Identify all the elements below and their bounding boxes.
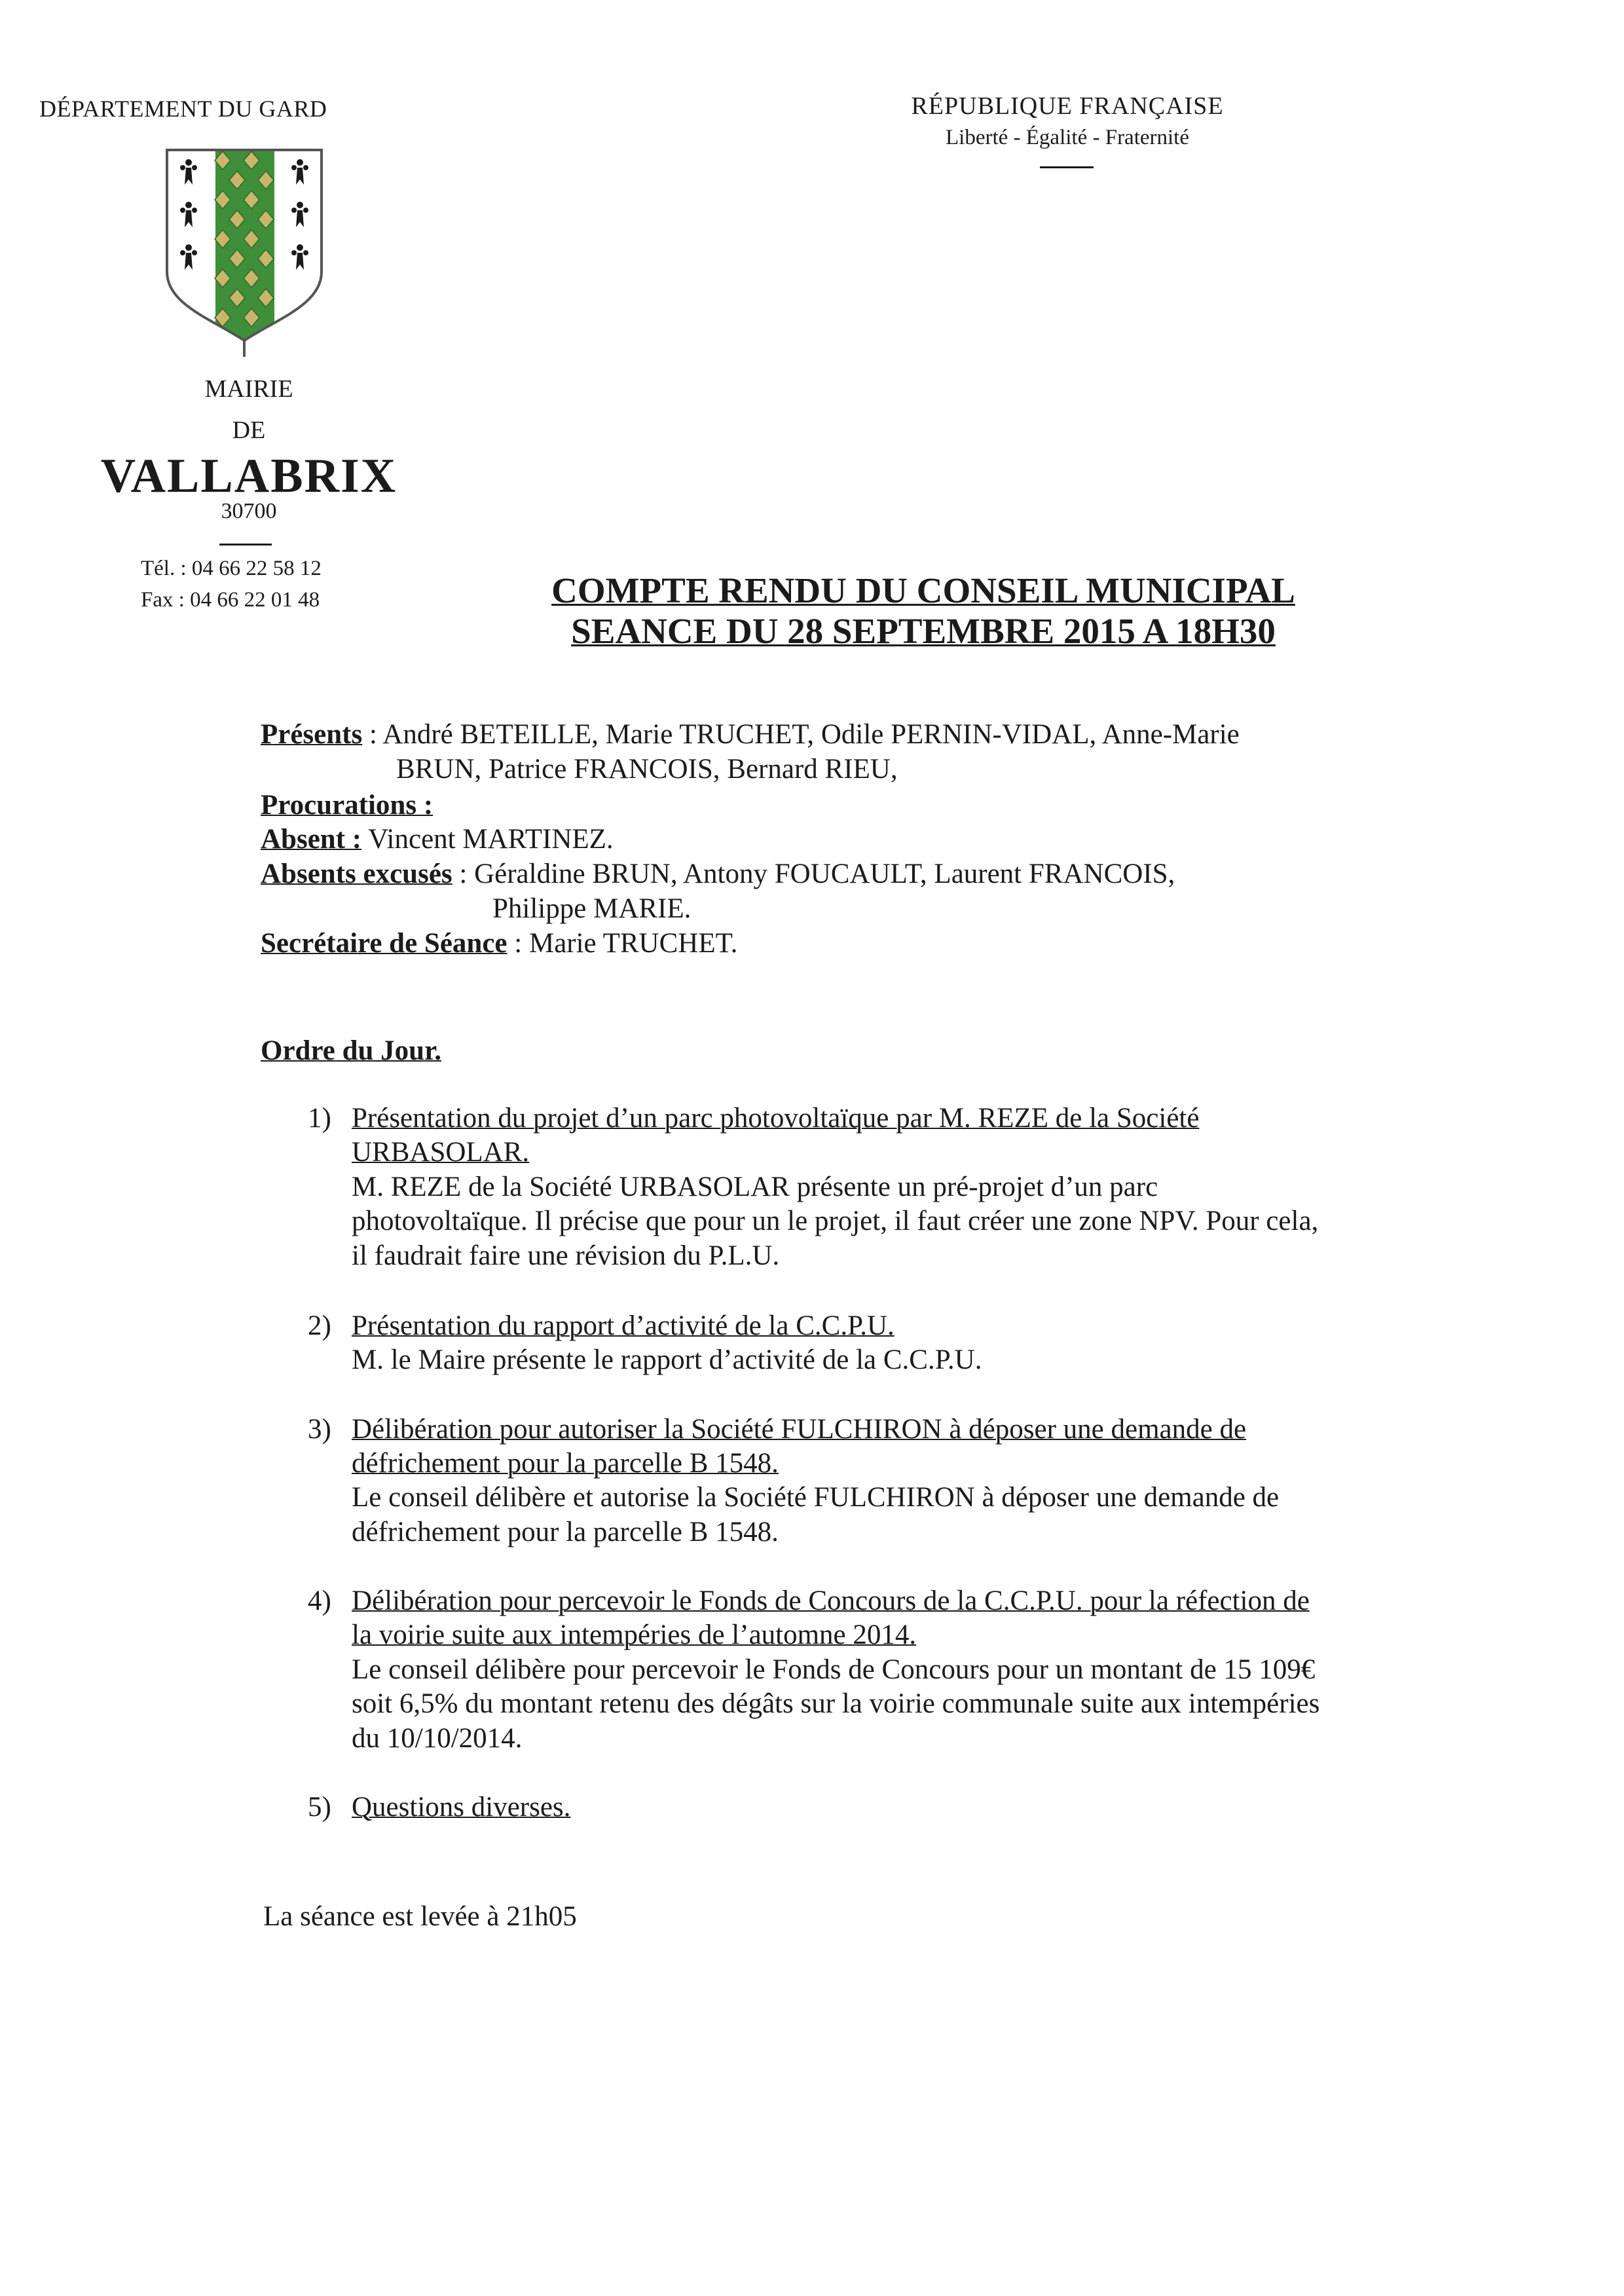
agenda-item-title: Délibération pour autoriser la Société FULCHIRON à déposer une demande de bbox=[352, 1414, 1247, 1445]
mairie-label: MAIRIE bbox=[204, 375, 293, 403]
motto-divider bbox=[1040, 166, 1094, 168]
secretary-text: : Marie TRUCHET. bbox=[507, 928, 738, 959]
presents-line bbox=[261, 718, 1240, 750]
agenda-item-number: 4) bbox=[308, 1585, 331, 1616]
presents-text: : André BETEILLE, Marie TRUCHET, Odile PERNIN-VIDAL, Anne-Marie bbox=[362, 719, 1240, 750]
agenda-item-title: Présentation du projet d’un parc photovoltaïque par M. REZE de la Société bbox=[352, 1103, 1200, 1134]
secretary-line bbox=[261, 927, 737, 959]
contact-divider bbox=[219, 544, 272, 546]
excuses-label: Absents excusés bbox=[261, 859, 452, 889]
presents-label: Présents bbox=[261, 719, 363, 750]
agenda-item-body: défrichement pour la parcelle B 1548. bbox=[352, 1517, 779, 1547]
telephone: Tél. : 04 66 22 58 12 bbox=[141, 557, 322, 580]
agenda-item-body: Le conseil délibère pour percevoir le Fonds de Concours pour un montant de 15 109€ bbox=[352, 1654, 1316, 1685]
agenda-item-body: du 10/10/2014. bbox=[352, 1723, 523, 1754]
republic-motto: Liberté - Égalité - Fraternité bbox=[946, 126, 1189, 149]
agenda-item-title: Présentation du rapport d’activité de la C.C.P.U. bbox=[352, 1310, 895, 1341]
agenda-item-number: 3) bbox=[308, 1414, 331, 1445]
agenda-item-title: Délibération pour percevoir le Fonds de Concours de la C.C.P.U. pour la réfection de bbox=[352, 1585, 1310, 1616]
agenda-item-body: M. REZE de la Société URBASOLAR présente un pré-projet d’un parc bbox=[352, 1172, 1158, 1202]
session-date-title: SEANCE DU 28 SEPTEMBRE 2015 A 18H30 bbox=[571, 611, 1276, 651]
department-label: DÉPARTEMENT DU GARD bbox=[39, 96, 327, 122]
secretary-label: Secrétaire de Séance bbox=[261, 928, 507, 959]
agenda-item-title: défrichement pour la parcelle B 1548. bbox=[352, 1448, 779, 1479]
excuses-continuation: Philippe MARIE. bbox=[492, 893, 692, 924]
agenda-item-body: photovoltaïque. Il précise que pour un le projet, il faut créer une zone NPV. Pour cela, bbox=[352, 1206, 1319, 1236]
agenda-item-body: il faudrait faire une révision du P.L.U. bbox=[352, 1240, 780, 1271]
agenda-item-number: 1) bbox=[308, 1103, 331, 1134]
fax: Fax : 04 66 22 01 48 bbox=[141, 588, 320, 612]
agenda-item-body: Le conseil délibère et autorise la Société FULCHIRON à déposer une demande de bbox=[352, 1482, 1280, 1513]
excuses-line bbox=[261, 858, 1175, 890]
presents-continuation: BRUN, Patrice FRANCOIS, Bernard RIEU, bbox=[396, 754, 898, 785]
republic-label: RÉPUBLIQUE FRANÇAISE bbox=[911, 92, 1224, 120]
excuses-text: : Géraldine BRUN, Antony FOUCAULT, Laurent FRANCOIS, bbox=[452, 859, 1175, 889]
agenda-item-number: 5) bbox=[308, 1792, 331, 1823]
closing-statement: La séance est levée à 21h05 bbox=[263, 1901, 577, 1932]
agenda-item-body: M. le Maire présente le rapport d’activité de la C.C.P.U. bbox=[352, 1344, 982, 1375]
agenda-item-title: URBASOLAR. bbox=[352, 1137, 530, 1168]
procurations-label: Procurations : bbox=[261, 790, 434, 821]
agenda-item-body: soit 6,5% du montant retenu des dégâts sur la voirie communale suite aux intempéries bbox=[352, 1688, 1320, 1719]
agenda-heading: Ordre du Jour. bbox=[261, 1035, 441, 1066]
absent-line bbox=[261, 823, 614, 855]
agenda-item-title: la voirie suite aux intempéries de l’automne 2014. bbox=[352, 1620, 917, 1650]
document-title: COMPTE RENDU DU CONSEIL MUNICIPAL bbox=[551, 570, 1295, 610]
agenda-item-title: Questions diverses. bbox=[352, 1792, 571, 1823]
postcode: 30700 bbox=[221, 499, 277, 523]
absent-text: Vincent MARTINEZ. bbox=[361, 824, 614, 855]
de-label: DE bbox=[232, 417, 266, 444]
town-name: VALLABRIX bbox=[100, 449, 397, 503]
coat-of-arms-icon bbox=[159, 141, 329, 363]
agenda-item-number: 2) bbox=[308, 1310, 331, 1341]
absent-label: Absent : bbox=[261, 824, 362, 855]
